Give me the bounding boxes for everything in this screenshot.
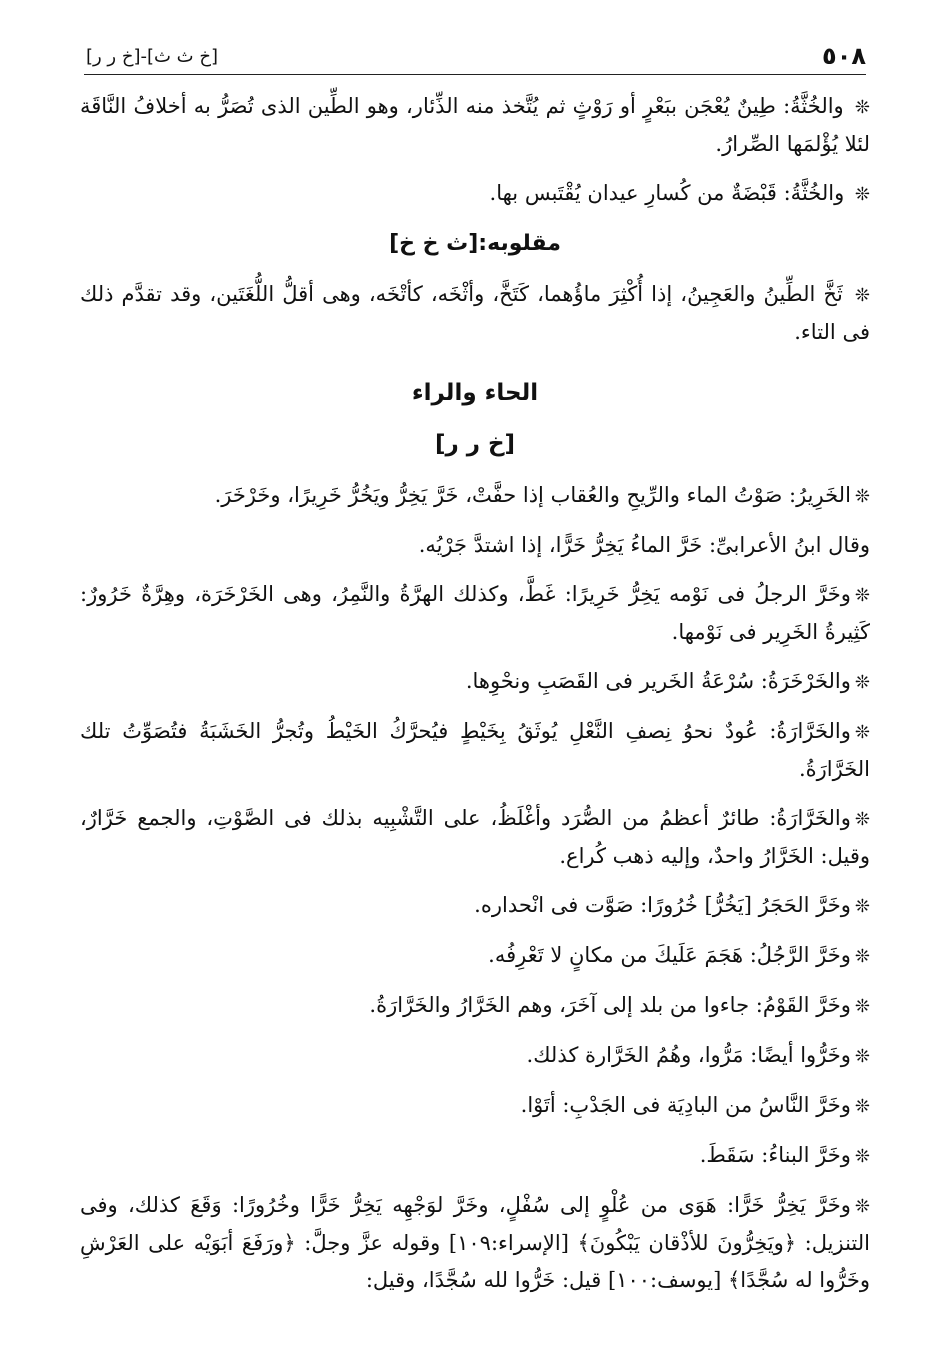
entry-paragraph <box>80 1087 870 1125</box>
subsection-heading: مقلوبه:[ث خ خ] <box>389 231 561 256</box>
entry-paragraph <box>80 663 870 701</box>
entry-paragraph <box>80 713 870 788</box>
entry-text: وخَرَّ الحَجَرُ [يَخُرُّ] خُرُورًا: صَوَّت فى انْحداره. <box>474 893 851 917</box>
entry-paragraph <box>80 276 870 351</box>
page-header <box>84 40 866 76</box>
asterisk-icon: ❊ <box>854 1146 870 1167</box>
asterisk-icon: ❊ <box>854 996 870 1017</box>
asterisk-icon: ❊ <box>854 722 870 743</box>
entry-text: والخَرَّارَةُ: طائرٌ أعظمُ من الصُّرَد وأغْلَظُ، على التَّشْبِيه بذلك فى الصَّوْتِ، والجمع خَرَّارٌ، وقيل: الخَرَّارُ واحدٌ، وإليه ذهب كُراع. <box>80 806 870 868</box>
asterisk-icon: ❊ <box>854 672 870 693</box>
running-head: [خ ث ث]-[خ ر ر] <box>86 46 218 67</box>
asterisk-icon: ❊ <box>854 1096 870 1117</box>
entry-paragraph <box>80 1187 870 1299</box>
entry-text: وخَرَّ البناءُ: سَقَطَ. <box>699 1143 851 1167</box>
section-heading: الحاء والراء <box>411 380 539 406</box>
entry-text: والخُثَّةُ: قَبْضَةٌ من كُسارِ عيدان يُقْتَبس بها. <box>489 181 845 205</box>
entry-paragraph <box>80 1037 870 1075</box>
asterisk-icon: ❊ <box>854 585 870 606</box>
asterisk-icon: ❊ <box>854 896 870 917</box>
entry-paragraph <box>80 576 870 651</box>
entry-paragraph <box>80 88 870 163</box>
header-divider <box>84 74 866 75</box>
asterisk-icon: ❊ <box>854 946 870 967</box>
entry-text: الخَرِيرُ: صَوْتُ الماء والرِّيحِ والعُقاب إذا حفَّتْ، خَرَّ يَخِرُّ ويَخُرُّ خَرِيرًا، وخَرْخَرَ. <box>214 483 851 507</box>
entry-paragraph <box>80 527 870 564</box>
asterisk-icon: ❊ <box>854 1046 870 1067</box>
entry-paragraph <box>80 800 870 875</box>
entry-text: وخَرَّ النَّاسُ من البادِيَة فى الجَدْبِ: أتَوْا. <box>520 1093 851 1117</box>
entry-text: وخَرَّ الرَّجُلُ: هَجَمَ عَلَيكَ من مكانٍ لا تَعْرِفُه. <box>488 943 851 967</box>
entry-text: وخَرَّ القَوْمُ: جاءوا من بلد إلى آخَرَ، وهم الخَرَّارُ والخَرَّارَةُ. <box>369 993 851 1017</box>
entry-text: وخَرُّوا أيضًا: مَرُّوا، وهُمُ الخَرَّارة كذلك. <box>526 1043 851 1067</box>
root-entries <box>80 477 870 1299</box>
entry-paragraph <box>80 1137 870 1175</box>
asterisk-icon: ❊ <box>854 809 870 830</box>
root-heading: [خ ر ر] <box>434 431 516 457</box>
entry-text: والخُثَّةُ: طِينٌ يُعْجَن ببَعْرٍ أو رَوْثٍ ثم يُتَّخذ منه الذِّئار، وهو الطِّين الذى تُصَرُّ به أخلافُ النَّاقَة لئلا يُؤْلمَها الصِّرارُ. <box>80 94 870 156</box>
asterisk-icon: ❊ <box>854 184 870 205</box>
entry-paragraph <box>80 887 870 925</box>
entry-paragraph <box>80 987 870 1025</box>
asterisk-icon: ❊ <box>854 486 870 507</box>
entry-text: وخَرَّ يَخِرُّ خَرًّا: هَوَى من عُلْوٍ إلى سُفْلٍ، وخَرَّ لوَجْهِه يَخِرُّ خَرًّا وخُرُورًا: وَقَعَ كذلك، وفى التنزيل: ﴿ويَخِرُّونَ للأذْقان يَبْكُونَ﴾ [الإسراء:١٠٩] وقوله عزَّ وجلَّ: ﴿ورَفَعَ أبَوَيْه على العَرْشِ وخَرُّوا له سُجَّدًا﴾ [يوسف:١٠٠] قيل: خَرُّوا لله سُجَّدًا، وقيل: <box>80 1193 870 1292</box>
page-content <box>80 88 870 1311</box>
asterisk-icon: ❊ <box>854 285 870 306</box>
entry-paragraph <box>80 477 870 515</box>
entry-text: وخَرَّ الرجلُ فى نَوْمه يَخِرُّ خَرِيرًا: غَطَّ، وكذلك الهرَّةُ والنَّمِرُ، وهى الخَرْخَرَة، وهِرَّةٌ خَرُورٌ: كَثِيرةُ الخَرِير فى نَوْمها. <box>80 582 870 644</box>
page-number: ٥٠٨ <box>822 42 866 70</box>
entry-paragraph <box>80 937 870 975</box>
asterisk-icon: ❊ <box>854 1196 870 1217</box>
entry-text: ثَخَّ الطِّينُ والعَجِينُ، إذا أُكْثِرَ ماؤُهما، كَتَخَّ، وأثْخَه، كأتْخَه، وهى أقلُّ اللُّغَتَين، وقد تقدَّم ذلك فى التاء. <box>80 282 870 344</box>
entry-text: والخَرَّارَةُ: عُودٌ نحوُ نِصفِ النَّعْلِ يُوثَقُ بِخَيْطٍ فيُحرَّكُ الخَيْطُ وتُجرُّ الخَشَبَةُ فتُصَوِّتُ تلك الخَرَّارَةُ. <box>80 719 870 781</box>
entry-text: والخَرْخَرَةُ: سُرْعَةُ الخَرير فى القَصَبِ ونحْوِها. <box>465 669 851 693</box>
spacer <box>80 363 870 371</box>
asterisk-icon: ❊ <box>854 97 870 118</box>
entry-paragraph <box>80 175 870 213</box>
entry-text: وقال ابنُ الأعرابىِّ: خَرَّ الماءُ يَخِرُّ خَرًّا، إذا اشتدَّ جَرْيُه. <box>418 533 870 557</box>
